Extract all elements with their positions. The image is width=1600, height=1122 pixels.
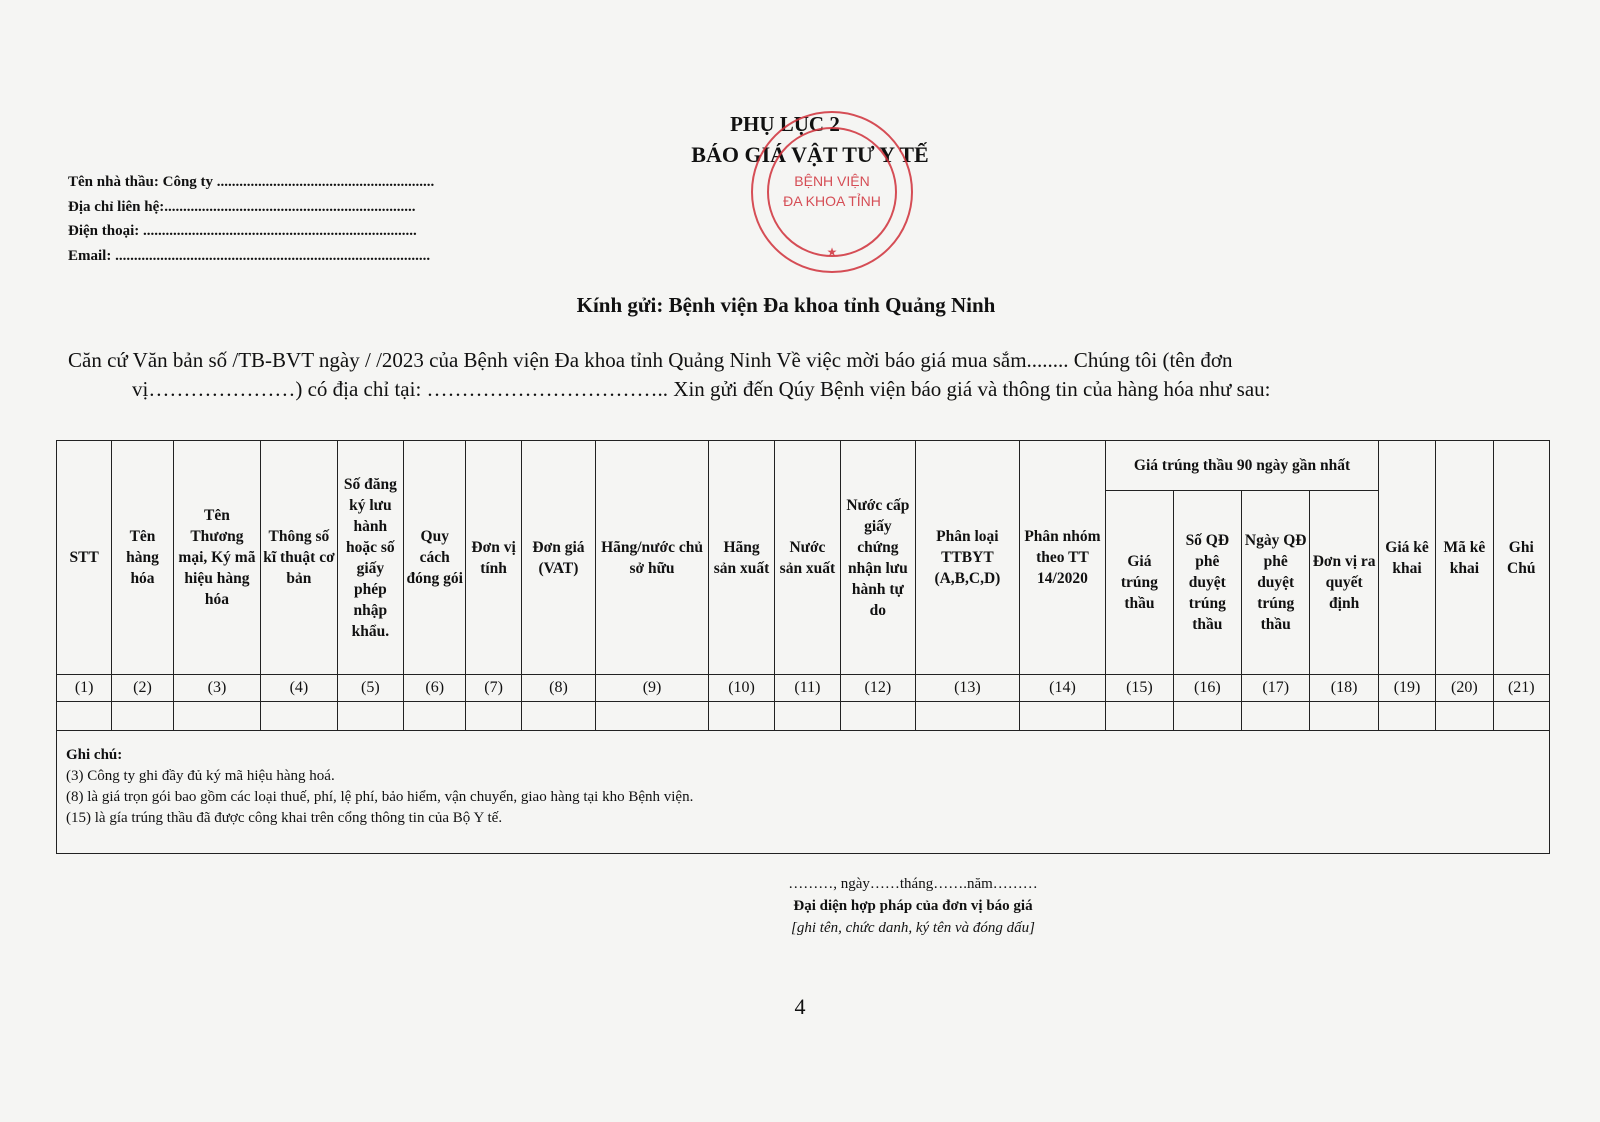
col-header: Phân nhóm theo TT 14/2020 — [1019, 441, 1106, 675]
bidder-address-line: Địa chỉ liên hệ:................................................................... — [68, 198, 416, 215]
sub-col-header: Đơn vị ra quyết định — [1310, 491, 1378, 675]
col-number: (10) — [708, 675, 774, 702]
notes-box — [57, 731, 1550, 854]
col-header: Mã kê khai — [1436, 441, 1493, 675]
col-header: Thông số kĩ thuật cơ bản — [261, 441, 337, 675]
col-header: Nước sản xuất — [775, 441, 840, 675]
sub-col-header: Số QĐ phê duyệt trúng thầu — [1173, 491, 1241, 675]
col-header: Hãng sản xuất — [708, 441, 774, 675]
col-number: (8) — [521, 675, 595, 702]
col-number: (13) — [916, 675, 1020, 702]
col-number: (12) — [840, 675, 915, 702]
col-number: (19) — [1378, 675, 1435, 702]
col-header: Đơn giá (VAT) — [521, 441, 595, 675]
col-header: STT — [57, 441, 112, 675]
col-header: Phân loại TTBYT (A,B,C,D) — [916, 441, 1020, 675]
col-number: (3) — [173, 675, 261, 702]
col-number: (1) — [57, 675, 112, 702]
sub-col-header: Ngày QĐ phê duyệt trúng thầu — [1242, 491, 1310, 675]
col-number: (16) — [1173, 675, 1241, 702]
note-item: (15) là gía trúng thầu đã được công khai trên cổng thông tin của Bộ Y tế. — [66, 810, 503, 826]
col-header: Giá kê khai — [1378, 441, 1435, 675]
col-header: Tên Thương mại, Ký mã hiệu hàng hóa — [173, 441, 261, 675]
salutation: Kính gửi: Bệnh viện Đa khoa tỉnh Quảng Ninh — [576, 293, 996, 317]
col-number: (21) — [1493, 675, 1549, 702]
signature-representative: Đại diện hợp pháp của đơn vị báo giá — [793, 898, 1033, 914]
bidder-phone-line: Điện thoại: ......................................................................... — [68, 223, 417, 239]
page-number: 4 — [794, 994, 806, 1019]
stamp-line-1: BỆNH VIỆN — [794, 173, 870, 189]
col-header: Tên hàng hóa — [112, 441, 173, 675]
quotation-table — [56, 440, 1550, 854]
stamp-line-2: ĐA KHOA TỈNH — [783, 193, 881, 209]
group-header: Giá trúng thầu 90 ngày gần nhất — [1106, 441, 1379, 491]
col-header: Số đăng ký lưu hành hoặc số giấy phép nhập khẩu. — [337, 441, 403, 675]
col-header: Đơn vị tính — [466, 441, 521, 675]
signature-hint: [ghi tên, chức danh, ký tên và đóng dấu] — [791, 920, 1035, 936]
col-header: Hãng/nước chủ sở hữu — [596, 441, 709, 675]
svg-text:★: ★ — [826, 245, 838, 259]
bidder-info — [68, 170, 434, 268]
note-item: (3) Công ty ghi đầy đủ ký mã hiệu hàng hoá. — [66, 768, 335, 784]
col-number: (6) — [404, 675, 466, 702]
intro-line-1: Căn cứ Văn bản số /TB-BVT ngày / /2023 của Bệnh viện Đa khoa tỉnh Quảng Ninh Về việc mời báo giá mua sắm........ Chúng tôi (tên đơn — [68, 348, 1233, 372]
col-number: (4) — [261, 675, 337, 702]
col-number: (17) — [1242, 675, 1310, 702]
sub-col-header: Giá trúng thầu — [1106, 491, 1173, 675]
col-header: Ghi Chú — [1493, 441, 1549, 675]
col-number: (5) — [337, 675, 403, 702]
col-header: Nước cấp giấy chứng nhận lưu hành tự do — [840, 441, 915, 675]
col-number: (7) — [466, 675, 521, 702]
bidder-name-line: Tên nhà thầu: Công ty .......................................................... — [68, 174, 435, 190]
signature-date-line: ………, ngày……tháng…….năm……… — [788, 876, 1038, 892]
col-number: (11) — [775, 675, 840, 702]
intro-paragraph — [68, 346, 1548, 404]
bidder-email-line: Email: .................................................................................... — [68, 247, 431, 264]
document-title: BÁO GIÁ VẬT TƯ Y TẾ — [691, 142, 929, 167]
col-number: (2) — [112, 675, 173, 702]
col-number: (9) — [596, 675, 709, 702]
note-item: (8) là giá trọn gói bao gồm các loại thuế, phí, lệ phí, bảo hiểm, vận chuyển, giao hàng tại kho Bệnh viện. — [66, 789, 694, 805]
appendix-label: PHỤ LỤC 2 — [730, 112, 840, 136]
col-number: (14) — [1019, 675, 1106, 702]
col-number: (15) — [1106, 675, 1173, 702]
hospital-stamp-icon — [744, 104, 920, 280]
notes-heading: Ghi chú: — [66, 747, 123, 763]
col-number: (20) — [1436, 675, 1493, 702]
intro-line-2: vị…………………) có địa chỉ tại: …………………………….. Xin gửi đến Qúy Bệnh viện báo giá và thông tin của hàng hóa như sau: — [132, 377, 1271, 401]
col-number: (18) — [1310, 675, 1378, 702]
col-header: Quy cách đóng gói — [404, 441, 466, 675]
signature-block — [113, 873, 1600, 939]
table-row — [57, 702, 1550, 731]
